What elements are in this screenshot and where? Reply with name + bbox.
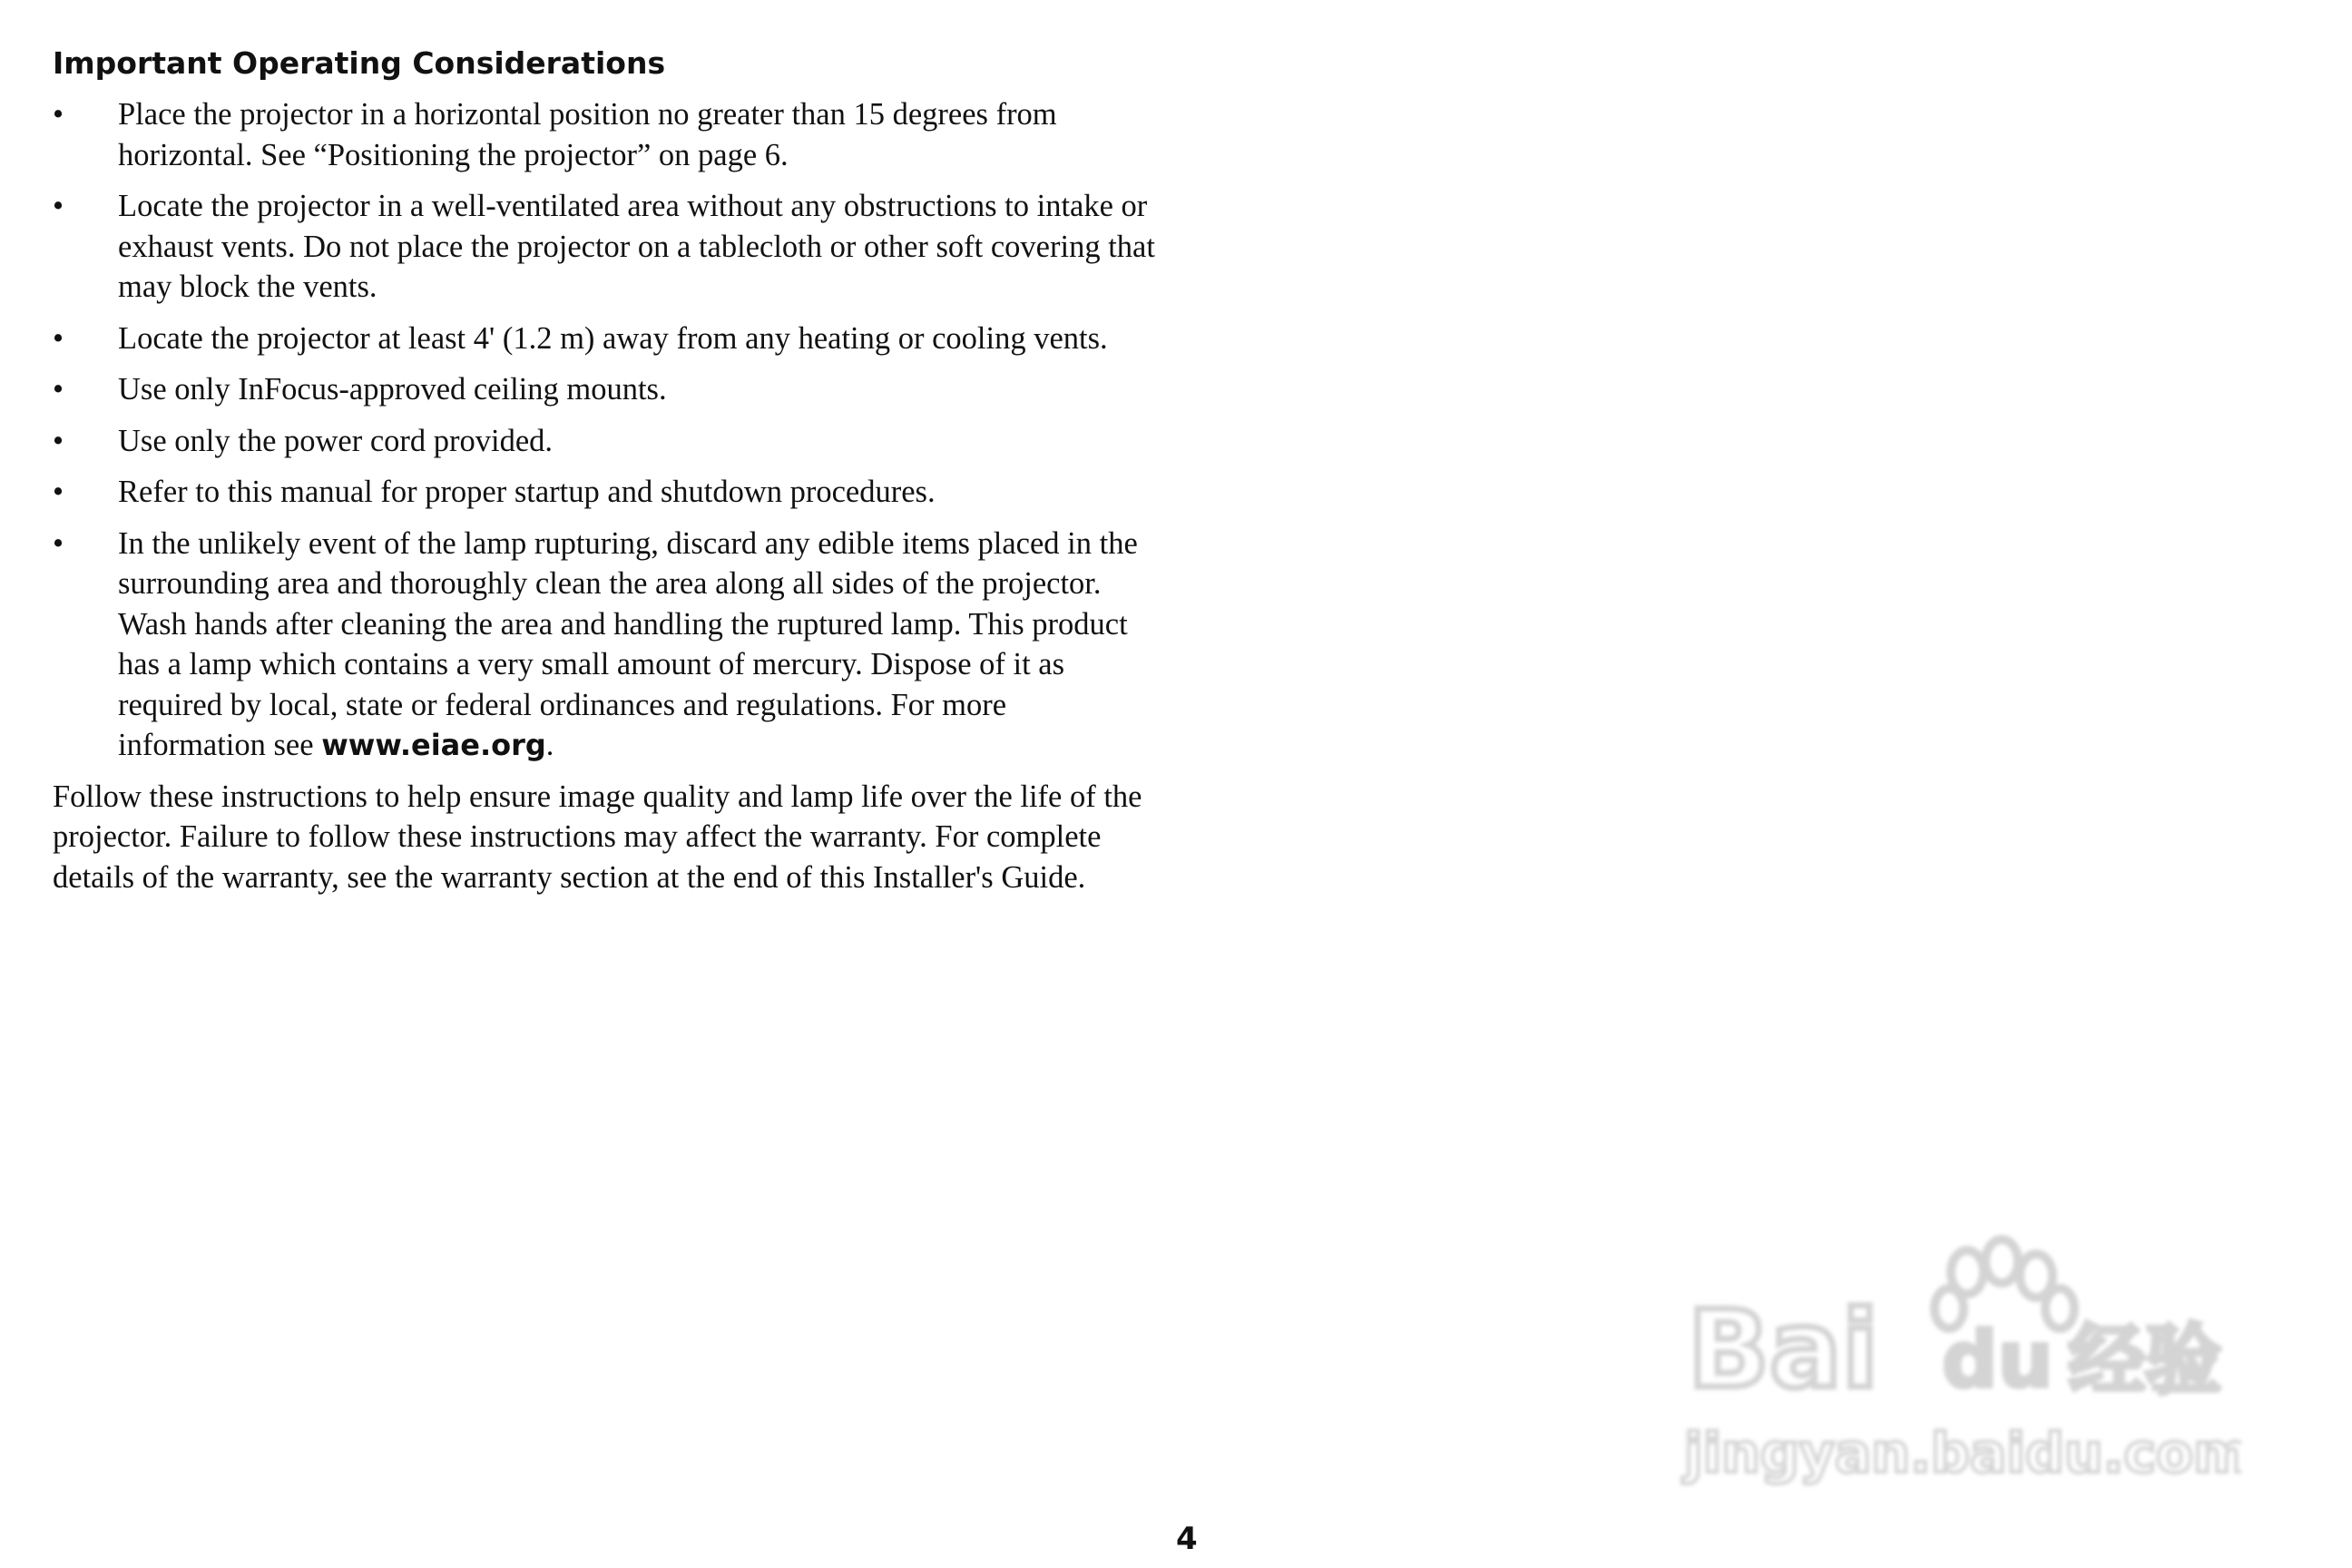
list-item-text: Locate the projector in a well-ventilated area without any obstructions to intake or exhaust vents. Do not place the projector on a tablecloth or other soft covering that may block the vents. (118, 189, 1155, 304)
list-item-text: In the unlikely event of the lamp rupturing, discard any edible items placed in the surrounding area and thoroughly clean the area along all sides of the projector. Wash hands after cleaning the area and handling the ruptured lamp. This product has a lamp which contains a very small amount of mercury. Dispose of it as required by local, state or federal ordinances and regulations. For more information see (118, 525, 1138, 762)
watermark-url: jingyan.baidu.com (1684, 1422, 2241, 1485)
bullet-icon: • (53, 97, 64, 132)
bullet-icon: • (53, 320, 64, 356)
list-item-text: Use only the power cord provided. (118, 423, 554, 458)
bullet-icon: • (53, 475, 64, 509)
watermark-cn-label: 经验 (2069, 1316, 2222, 1405)
watermark-brand-suffix: du (1942, 1315, 2053, 1406)
bullet-icon: • (53, 372, 64, 407)
considerations-list (53, 94, 1160, 766)
list-item (53, 318, 1160, 359)
section-heading: Important Operating Considerations (53, 45, 666, 81)
list-item (53, 421, 1160, 462)
list-item-text: Place the projector in a horizontal position no greater than 15 degrees from horizontal. See “Positioning the projector” on page 6. (118, 97, 1057, 172)
list-item (53, 524, 1160, 766)
list-item-suffix: . (545, 728, 554, 762)
list-item (53, 186, 1160, 308)
list-item-text: Refer to this manual for proper startup and shutdown procedures. (118, 475, 936, 509)
bullet-icon: • (53, 525, 64, 561)
list-item-text: Locate the projector at least 4' (1.2 m) away from any heating or cooling vents. (118, 320, 1108, 356)
list-item (53, 472, 1160, 513)
bullet-icon: • (53, 423, 64, 458)
list-item (53, 369, 1160, 410)
list-item-text: Use only InFocus-approved ceiling mounts. (118, 372, 667, 407)
page-number: 4 (1176, 1521, 1198, 1557)
list-item (53, 94, 1160, 175)
bullet-icon: • (53, 189, 64, 223)
document-page (53, 44, 1160, 897)
baidu-watermark (1679, 1225, 2241, 1497)
eiae-link[interactable]: www.eiae.org (321, 728, 546, 762)
closing-paragraph: Follow these instructions to help ensure image quality and lamp life over the life of the projector. Failure to follow these instructions may affect the warranty. For complete details of the warranty, see the warranty section at the end of this Installer's Guide. (53, 779, 1142, 895)
watermark-brand: Bai (1688, 1287, 1879, 1412)
